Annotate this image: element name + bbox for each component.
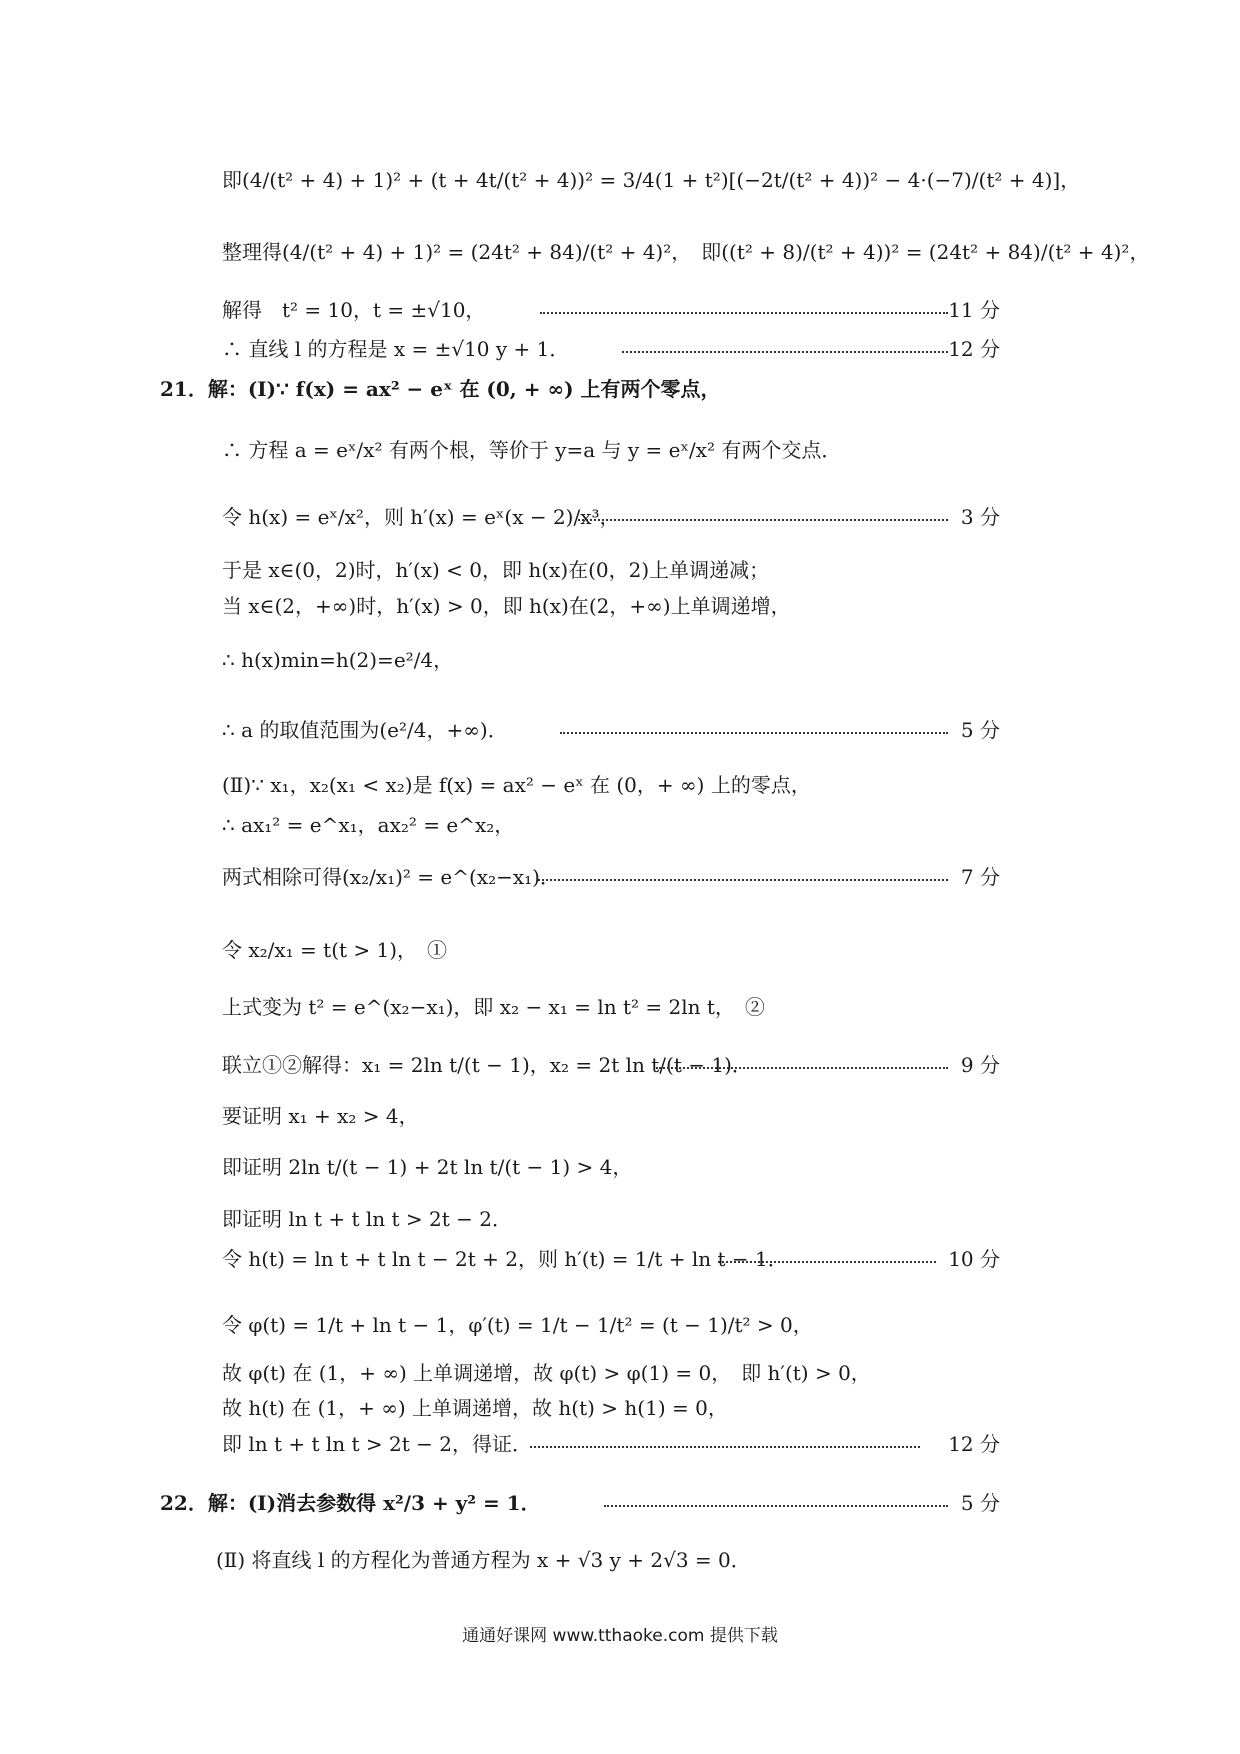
solution-line: [0, 1045, 1240, 1085]
line-text: ∴ 方程 a = eˣ/x² 有两个根，等价于 y=a 与 y = eˣ/x² 有两个交点．: [222, 438, 842, 462]
solution-line: [0, 857, 1240, 897]
score-label: 12 分: [948, 1432, 1000, 1456]
line-text: ∴ ax₁² = e^x₁，ax₂² = e^x₂，: [222, 813, 515, 837]
solution-line: [0, 232, 1240, 272]
solution-line: [0, 430, 1240, 470]
line-text: 即证明 ln t + t ln t > 2t − 2．: [222, 1207, 512, 1231]
solution-line: [0, 1353, 1240, 1393]
line-text: 解得 t² = 10，t = ±√10，: [222, 298, 486, 322]
line-text: 上式变为 t² = e^(x₂−x₁)，即 x₂ − x₁ = ln t² = 2ln t， ②: [222, 995, 765, 1019]
line-text: 联立①②解得：x₁ = 2ln t/(t − 1)，x₂ = 2t ln t/(t − 1)．: [222, 1053, 752, 1077]
dotted-leader: [622, 351, 948, 353]
solution-line: [0, 1305, 1240, 1345]
solution-line: [0, 1388, 1240, 1428]
score-label: 5 分: [960, 1491, 1000, 1515]
dotted-leader: [656, 1067, 948, 1069]
line-text: 令 x₂/x₁ = t(t > 1)， ①: [222, 938, 448, 962]
solution-line: [0, 160, 1240, 200]
solution-line: [0, 640, 1240, 680]
solution-line: [0, 586, 1240, 626]
dotted-leader: [578, 519, 948, 521]
solution-line: [0, 1239, 1240, 1279]
line-text: 故 φ(t) 在 (1，+ ∞) 上单调递增，故 φ(t) > φ(1) = 0， 即 h′(t) > 0，: [222, 1361, 871, 1385]
question-21-heading: [0, 369, 1240, 409]
score-label: 7 分: [960, 865, 1000, 889]
solution-line: [0, 1540, 1240, 1580]
line-text: 两式相除可得(x₂/x₁)² = e^(x₂−x₁)．: [222, 865, 560, 889]
solution-line: [0, 1424, 1240, 1464]
score-label: 9 分: [960, 1053, 1000, 1077]
line-text: 令 h(x) = eˣ/x²，则 h′(x) = eˣ(x − 2)/x³，: [222, 505, 620, 529]
line-text: 故 h(t) 在 (1，+ ∞) 上单调递增，故 h(t) > h(1) = 0，: [222, 1396, 728, 1420]
line-text: 令 h(t) = ln t + t ln t − 2t + 2，则 h′(t) = 1/t + ln t − 1．: [222, 1247, 788, 1271]
page-footer: 通通好课网 www.tthaoke.com 提供下载: [462, 1626, 778, 1646]
line-text: 当 x∈(2，+∞)时，h′(x) > 0，即 h(x)在(2，+∞)上单调递增，: [222, 594, 791, 618]
solution-line: [0, 765, 1240, 805]
solution-line: [0, 290, 1240, 330]
solution-line: [0, 329, 1240, 369]
question-22-heading: [0, 1483, 1240, 1523]
line-text: ∴ a 的取值范围为(e²/4，+∞)．: [222, 718, 508, 742]
solution-line: [0, 710, 1240, 750]
solution-line: [0, 1199, 1240, 1239]
dotted-leader: [718, 1261, 936, 1263]
line-text: 即(4/(t² + 4) + 1)² + (t + 4t/(t² + 4))² = 3/4(1 + t²)[(−2t/(t² + 4))² − 4·(−7)/(t² + 4)]，: [222, 168, 1081, 192]
line-text: 22．解：(Ⅰ)消去参数得 x²/3 + y² = 1．: [160, 1491, 541, 1515]
solution-line: [0, 550, 1240, 590]
score-label: 12 分: [948, 337, 1000, 361]
line-text: 即证明 2ln t/(t − 1) + 2t ln t/(t − 1) > 4，: [222, 1155, 633, 1179]
line-text: 即 ln t + t ln t > 2t − 2，得证．: [222, 1432, 532, 1456]
solution-line: [0, 1147, 1240, 1187]
line-text: 整理得(4/(t² + 4) + 1)² = (24t² + 84)/(t² + 4)²， 即((t² + 8)/(t² + 4))² = (24t² + 84)/(t² + 4)²，: [222, 240, 1150, 264]
dotted-leader: [530, 1446, 920, 1448]
score-label: 11 分: [948, 298, 1000, 322]
line-text: 于是 x∈(0，2)时，h′(x) < 0，即 h(x)在(0，2)上单调递减；: [222, 558, 770, 582]
line-text: (Ⅱ)∵ x₁，x₂(x₁ < x₂)是 f(x) = ax² − eˣ 在 (0，+ ∞) 上的零点，: [222, 773, 811, 797]
line-text: 要证明 x₁ + x₂ > 4，: [222, 1104, 419, 1128]
line-text: (Ⅱ) 将直线 l 的方程化为普通方程为 x + √3 y + 2√3 = 0．: [216, 1548, 751, 1572]
solution-line: [0, 930, 1240, 970]
score-label: 10 分: [948, 1247, 1000, 1271]
solution-line: [0, 805, 1240, 845]
dotted-leader: [538, 879, 948, 881]
dotted-leader: [604, 1505, 948, 1507]
line-text: 令 φ(t) = 1/t + ln t − 1，φ′(t) = 1/t − 1/t² = (t − 1)/t² > 0，: [222, 1313, 813, 1337]
line-text: ∴ h(x)min=h(2)=e²/4，: [222, 648, 454, 672]
solution-line: [0, 987, 1240, 1027]
dotted-leader: [560, 732, 948, 734]
line-text: ∴ 直线 l 的方程是 x = ±√10 y + 1．: [222, 337, 570, 361]
score-label: 3 分: [960, 505, 1000, 529]
solution-line: [0, 1096, 1240, 1136]
solution-line: [0, 497, 1240, 537]
score-label: 5 分: [960, 718, 1000, 742]
line-text: 21．解：(Ⅰ)∵ f(x) = ax² − eˣ 在 (0, + ∞) 上有两个零点，: [160, 377, 721, 401]
dotted-leader: [540, 312, 948, 314]
